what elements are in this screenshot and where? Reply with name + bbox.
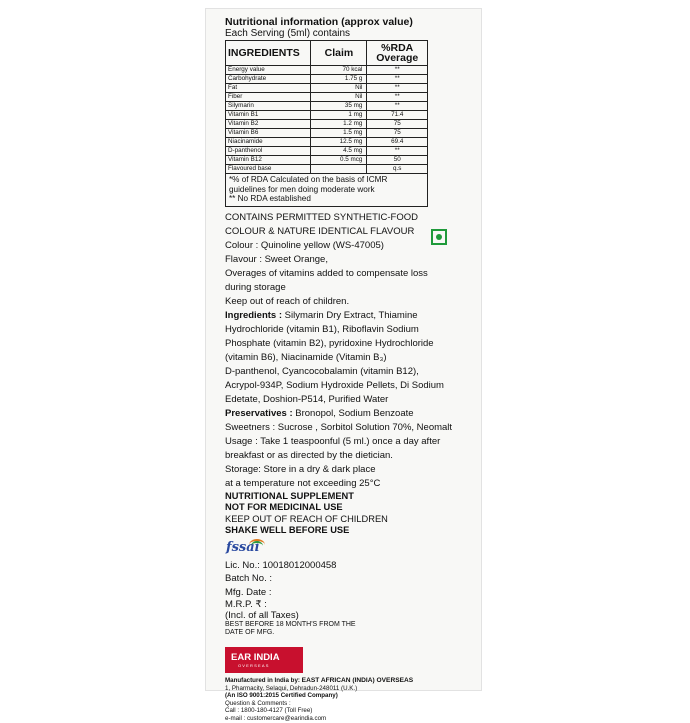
ingredients-line: Edetate, Doshion-P514, Purified Water [225, 393, 389, 405]
mrp-price: M.R.P. ₹ : [225, 599, 267, 610]
fssai-logo [225, 539, 269, 559]
nutrient-name: Energy value [226, 66, 311, 75]
flavour-line: Flavour : Sweet Orange, [225, 253, 328, 265]
nutrient-name: D-panthenol [226, 147, 311, 156]
table-row [226, 120, 428, 129]
nutrient-rda: 71.4 [367, 111, 428, 120]
column-header: %RDA Overage [367, 41, 428, 66]
manufacturer-address: 1, Pharmacity, Selaqui, Dehradun-248011 (U.K.) [225, 684, 358, 692]
nutrient-claim: 0.5 mcg [311, 156, 367, 165]
nutrient-claim: 70 kcal [311, 66, 367, 75]
nutrient-name: Niacinamide [226, 138, 311, 147]
rda-note-line: *% of RDA Calculated on the basis of ICMR [229, 175, 388, 184]
nutrition-table [225, 40, 428, 174]
nutrient-rda: ** [367, 84, 428, 93]
ingredients-line: Hydrochloride (vitamin B1), Riboflavin Sodium [225, 323, 419, 335]
rda-note-line: ** No RDA established [229, 194, 311, 203]
best-before-line: BEST BEFORE 18 MONTH'S FROM THE [225, 621, 356, 628]
question-line: Question & Comments : [225, 699, 291, 707]
table-row [226, 93, 428, 102]
serving-subtitle: Each Serving (5ml) contains [225, 28, 351, 39]
nutrient-name: Vitamin B6 [226, 129, 311, 138]
usage-line: Usage : Take 1 teaspoonful (5 ml.) once a day after [225, 435, 441, 447]
nutrient-claim: 35 mg [311, 102, 367, 111]
nutrient-claim [311, 165, 367, 174]
column-header: INGREDIENTS [226, 41, 311, 66]
ingredients-line: (vitamin B6), Niacinamide (Vitamin B₃) [225, 351, 387, 363]
nutrient-claim: Nil [311, 93, 367, 102]
table-row [226, 111, 428, 120]
nutrient-rda: ** [367, 66, 428, 75]
manufacturer-cert: (An ISO 9001:2015 Certified Company) [225, 692, 338, 700]
best-before-line: DATE OF MFG. [225, 629, 275, 636]
preservatives-text: Bronopol, Sodium Benzoate [292, 407, 414, 419]
column-header: Claim [311, 41, 367, 66]
ingredients-line: Acrypol-934P, Sodium Hydroxide Pellets, Di Sodium [225, 379, 444, 391]
license-number: Lic. No.: 10018012000458 [225, 559, 337, 571]
usage-line: breakfast or as directed by the dietician. [225, 449, 393, 461]
nutrient-claim: 1.5 mg [311, 129, 367, 138]
preservatives-line [225, 407, 475, 421]
storage-line: Storage: Store in a dry & dark place [225, 463, 376, 475]
table-row [226, 102, 428, 111]
table-row [226, 84, 428, 93]
table-row [226, 75, 428, 84]
nutrient-name: Carbohydrate [226, 75, 311, 84]
ingredients-line [225, 309, 475, 323]
product-details [225, 211, 475, 491]
nutrient-claim: 4.5 mg [311, 147, 367, 156]
table-row [226, 147, 428, 156]
keep-out-line: Keep out of reach of children. [225, 295, 350, 307]
nutrient-name: Vitamin B12 [226, 156, 311, 165]
table-row [226, 156, 428, 165]
contains-line: CONTAINS PERMITTED SYNTHETIC-FOOD [225, 211, 418, 223]
nutrient-claim: 1.75 g [311, 75, 367, 84]
email-line: e-mail : customercare@earindia.com [225, 714, 327, 722]
rda-note-line: guidelines for men doing moderate work [229, 184, 375, 194]
table-row [226, 129, 428, 138]
brand-name: EAR INDIA [231, 652, 280, 663]
brand-subtitle: OVERSEAS [238, 663, 270, 668]
table-header-row [226, 41, 428, 66]
storage-line: at a temperature not exceeding 25°C [225, 477, 381, 489]
nutrient-name: Fiber [226, 93, 311, 102]
manufacturer-line [225, 677, 475, 685]
nutrient-rda: ** [367, 102, 428, 111]
nutrient-rda: 69.4 [367, 138, 428, 147]
taxes-note: (Incl. of all Taxes) [225, 610, 299, 621]
ingredients-line: D-panthenol, Cyancocobalamin (vitamin B12), [225, 365, 419, 377]
preservatives-label: Preservatives : [225, 407, 293, 419]
nutrient-rda: ** [367, 93, 428, 102]
ingredients-label: Ingredients : [225, 309, 283, 321]
overages-line: Overages of vitamins added to compensate loss [225, 267, 428, 279]
nutrient-claim: 12.5 mg [311, 138, 367, 147]
nutrition-table-body [226, 66, 428, 174]
batch-number: Batch No. : [225, 573, 272, 584]
call-line: Call : 1800-180-4127 (Toll Free) [225, 707, 313, 715]
sweeteners-line: Sweetners : Sucrose , Sorbitol Solution 70%, Neomalt [225, 421, 453, 433]
nutrient-name: Fat [226, 84, 311, 93]
nutrient-rda: ** [367, 75, 428, 84]
warning-line: NUTRITIONAL SUPPLEMENT [225, 490, 354, 501]
nutrient-claim: 1.2 mg [311, 120, 367, 129]
brand-logo [225, 647, 303, 673]
nutrient-claim: 1 mg [311, 111, 367, 120]
nutrient-rda: q.s [367, 165, 428, 174]
warning-line: NOT FOR MEDICINAL USE [225, 502, 343, 512]
colour-line: Colour : Quinoline yellow (WS-47005) [225, 239, 384, 251]
nutrient-rda: 75 [367, 120, 428, 129]
overages-line: during storage [225, 281, 286, 293]
manufacturer-name: EAST AFRICAN (INDIA) OVERSEAS [301, 677, 414, 684]
ingredients-line: Phosphate (vitamin B2), pyridoxine Hydrochloride [225, 337, 434, 349]
table-row [226, 138, 428, 147]
nutrient-rda: ** [367, 147, 428, 156]
rda-notes [225, 174, 428, 207]
nutrient-claim: Nil [311, 84, 367, 93]
warnings-block [225, 491, 475, 537]
label-content [225, 17, 475, 723]
product-label-panel [205, 8, 482, 722]
contains-line: COLOUR & NATURE IDENTICAL FLAVOUR [225, 225, 415, 237]
table-row [226, 165, 428, 174]
fssai-swoosh-icon [251, 541, 263, 551]
nutrient-name: Silymarin [226, 102, 311, 111]
license-block [225, 559, 475, 638]
warning-line: KEEP OUT OF REACH OF CHILDREN [225, 513, 388, 524]
nutrition-title: Nutritional information (approx value) [225, 16, 413, 28]
nutrient-name: Flavoured base [226, 165, 311, 174]
fssai-logo-text: fssai [226, 539, 260, 555]
table-row [226, 66, 428, 75]
nutrient-name: Vitamin B1 [226, 111, 311, 120]
warning-line: SHAKE WELL BEFORE USE [225, 525, 350, 535]
mfg-date: Mfg. Date : [225, 586, 272, 598]
nutrient-name: Vitamin B2 [226, 120, 311, 129]
ingredients-text: Silymarin Dry Extract, Thiamine [282, 309, 418, 321]
nutrient-rda: 75 [367, 129, 428, 138]
manufacturer-prefix: Manufactured in India by: [225, 677, 302, 684]
nutrient-rda: 50 [367, 156, 428, 165]
